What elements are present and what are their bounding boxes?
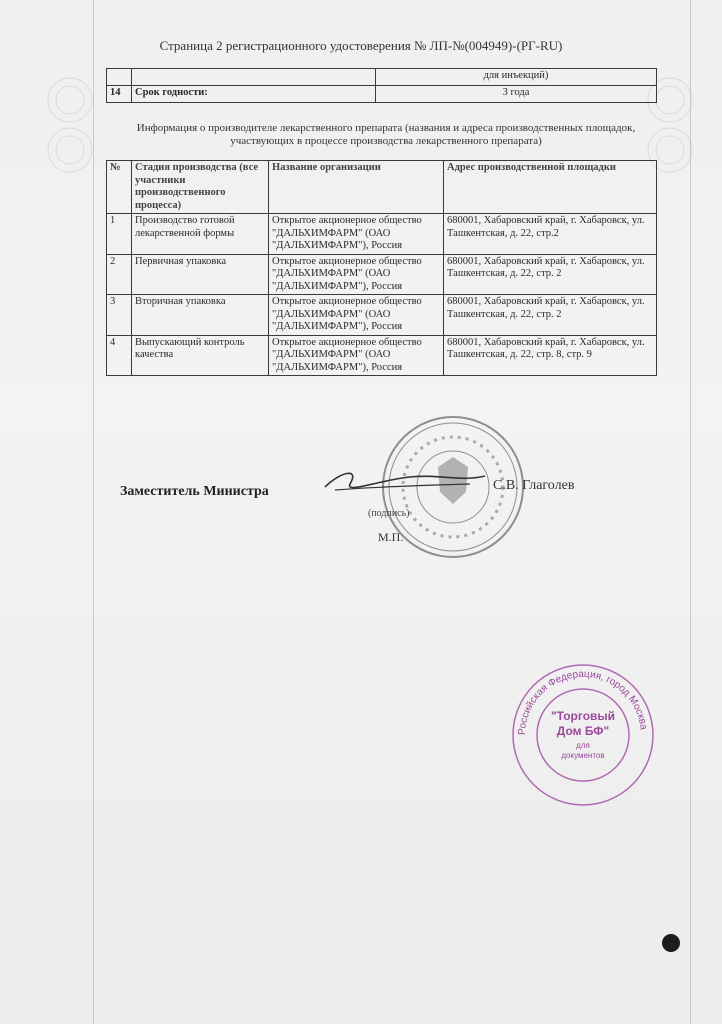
row-stage: Выпускающий контроль качества [132, 335, 269, 376]
row-address: 680001, Хабаровский край, г. Хабаровск, ул. Ташкентская, д. 22, стр. 2 [444, 295, 657, 336]
header-num: № [107, 161, 132, 214]
faint-seal-left [40, 60, 100, 190]
stamp-line-1: "Торговый [550, 709, 616, 723]
shelf-life-value: 3 года [376, 86, 657, 103]
row-stage: Вторичная упаковка [132, 295, 269, 336]
stamp-line-4: документов [561, 751, 605, 760]
header-address: Адрес производственной площадки [444, 161, 657, 214]
table-header-row [107, 161, 657, 214]
page-title: Страница 2 регистрационного удостоверения № ЛП-№(004949)-(РГ-RU) [159, 38, 563, 53]
row-number: 2 [107, 254, 132, 295]
header-stage: Стадия производства (все участники производственного процесса) [132, 161, 269, 214]
seal-place-label: М.П. [378, 530, 404, 544]
row-address: 680001, Хабаровский край, г. Хабаровск, ул. Ташкентская, д. 22, стр. 2 [444, 254, 657, 295]
stamp-ring-text: Российская Федерация, город Москва [516, 668, 649, 736]
cell-prev-value: для инъекций) [376, 69, 657, 86]
table-row [107, 254, 657, 295]
header-org: Название организации [269, 161, 444, 214]
shelf-life-label: Срок годности: [132, 86, 376, 103]
row-org: Открытое акционерное общество "ДАЛЬХИМФАРМ" (ОАО "ДАЛЬХИМФАРМ"), Россия [269, 335, 444, 376]
row-number: 3 [107, 295, 132, 336]
row-stage: Производство готовой лекарственной формы [132, 214, 269, 255]
row-number: 14 [107, 86, 132, 103]
signer-name: С.В. Глаголев [493, 478, 575, 493]
stamp-line-2: Дом БФ" [556, 724, 610, 738]
signature-scribble [320, 462, 490, 502]
row-stage: Первичная упаковка [132, 254, 269, 295]
table-row [107, 295, 657, 336]
row-org: Открытое акционерное общество "ДАЛЬХИМФАРМ" (ОАО "ДАЛЬХИМФАРМ"), Россия [269, 295, 444, 336]
table-row [107, 69, 657, 86]
stamp-line-3: для [576, 741, 590, 750]
table-row [107, 335, 657, 376]
manufacturer-info: Информация о производителе лекарственного препарата (названия и адреса производственных площадок, участвующих в процессе производства лекарственного препарата) [136, 122, 636, 147]
shelf-life-table [106, 68, 657, 103]
company-stamp [508, 660, 658, 810]
row-address: 680001, Хабаровский край, г. Хабаровск, ул. Ташкентская, д. 22, стр.2 [444, 214, 657, 255]
hole-punch-mark [662, 934, 680, 952]
row-number: 4 [107, 335, 132, 376]
manufacturer-table [106, 160, 657, 376]
row-org: Открытое акционерное общество "ДАЛЬХИМФАРМ" (ОАО "ДАЛЬХИМФАРМ"), Россия [269, 254, 444, 295]
table-row-14 [107, 86, 657, 103]
row-number: 1 [107, 214, 132, 255]
signer-position: Заместитель Министра [120, 484, 269, 499]
row-address: 680001, Хабаровский край, г. Хабаровск, ул. Ташкентская, д. 22, стр. 8, стр. 9 [444, 335, 657, 376]
row-org: Открытое акционерное общество "ДАЛЬХИМФАРМ" (ОАО "ДАЛЬХИМФАРМ"), Россия [269, 214, 444, 255]
table-row [107, 214, 657, 255]
signature-caption: (подпись) [368, 508, 410, 519]
